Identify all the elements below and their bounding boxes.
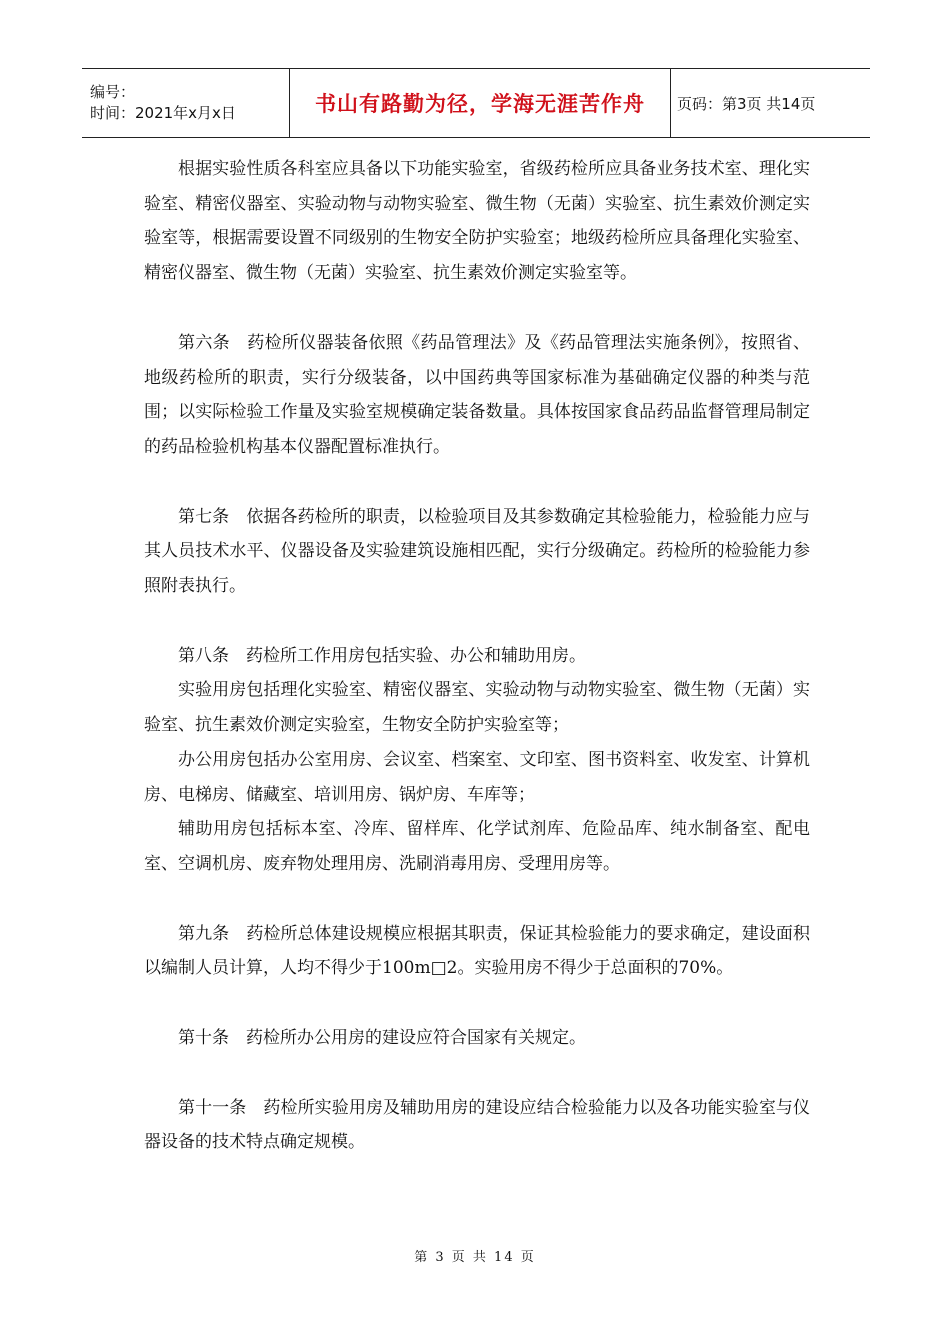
paragraph-article-7: 第七条 依据各药检所的职责，以检验项目及其参数确定其检验能力，检验能力应与其人员技术水平、仪器设备及实验建筑设施相匹配，实行分级确定。药检所的检验能力参照附表执行。 <box>144 506 810 597</box>
paragraph-article-6: 第六条 药检所仪器装备依照《药品管理法》及《药品管理法实施条例》，按照省、地级药检所的职责，实行分级装备，以中国药典等国家标准为基础确定仪器的种类与范围；以实际检验工作量及实验室规模确定装备数量。具体按国家食品药品监督管理局制定的药品检验机构基本仪器配置标准执行。 <box>144 332 810 457</box>
document-date: 时间：2021年x月x日 <box>90 104 236 122</box>
header-left-cell <box>82 69 290 137</box>
header-motto-cell <box>290 69 671 137</box>
paragraph-lab-rooms: 实验用房包括理化实验室、精密仪器室、实验动物与动物实验室、微生物（无菌）实验室、抗生素效价测定实验室，生物安全防护实验室等； <box>144 680 810 736</box>
document-body <box>144 152 810 1160</box>
document-number-label: 编号： <box>90 83 136 101</box>
paragraph-article-8: 第八条 药检所工作用房包括实验、办公和辅助用房。 <box>178 645 586 666</box>
paragraph-lab-functions: 根据实验性质各科室应具备以下功能实验室，省级药检所应具备业务技术室、理化实验室、精密仪器室、实验动物与动物实验室、微生物（无菌）实验室、抗生素效价测定实验室等，根据需要设置不同级别的生物安全防护实验室；地级药检所应具备理化实验室、精密仪器室、微生物（无菌）实验室、抗生素效价测定实验室等。 <box>144 159 810 284</box>
header-motto: 书山有路勤为径，学海无涯苦作舟 <box>315 92 645 116</box>
paragraph-article-10: 第十条 药检所办公用房的建设应符合国家有关规定。 <box>178 1028 586 1049</box>
header-page-info: 页码：第3页 共14页 <box>677 94 816 113</box>
paragraph-article-11: 第十一条 药检所实验用房及辅助用房的建设应结合检验能力以及各功能实验室与仪器设备的技术特点确定规模。 <box>144 1097 810 1153</box>
paragraph-auxiliary-rooms: 辅助用房包括标本室、冷库、留样库、化学试剂库、危险品库、纯水制备室、配电室、空调机房、废弃物处理用房、洗刷消毒用房、受理用房等。 <box>144 819 810 874</box>
paragraph-article-9: 第九条 药检所总体建设规模应根据其职责，保证其检验能力的要求确定，建设面积以编制人员计算，人均不得少于100m□2。实验用房不得少于总面积的70%。 <box>144 923 810 979</box>
page-footer: 第 3 页 共 14 页 <box>414 1250 536 1265</box>
paragraph-office-rooms: 办公用房包括办公室用房、会议室、档案室、文印室、图书资料室、收发室、计算机房、电梯房、储藏室、培训用房、锅炉房、车库等； <box>144 749 810 805</box>
header-page-cell <box>671 69 870 137</box>
page-header <box>82 68 870 138</box>
